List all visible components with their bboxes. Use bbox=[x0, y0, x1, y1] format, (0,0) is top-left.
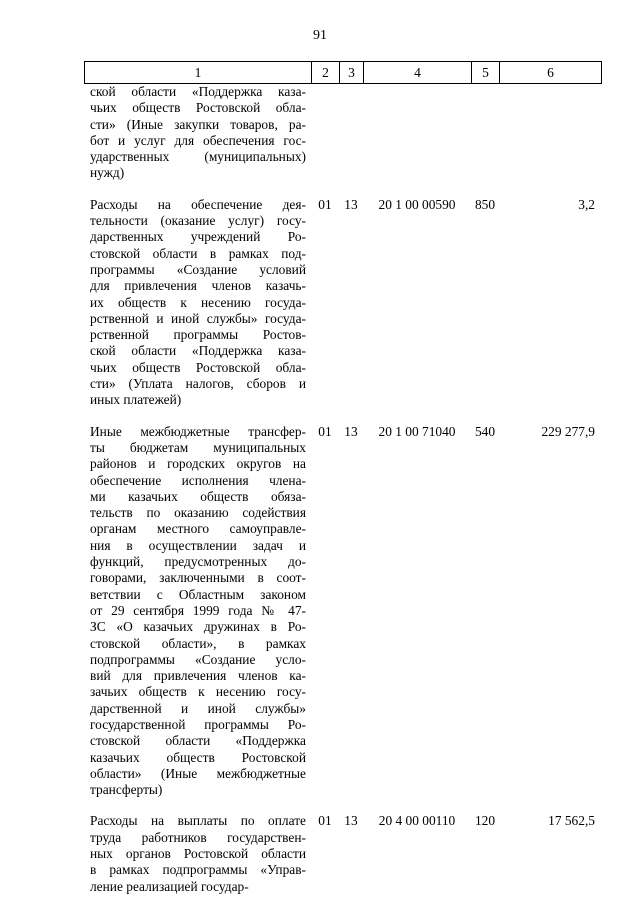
column-header-6: 6 bbox=[500, 62, 602, 84]
column-header-4: 4 bbox=[364, 62, 472, 84]
description-line: ЗС «О казачьих дружинах в Ро- bbox=[90, 619, 306, 635]
description-line: Расходы на обеспечение дея- bbox=[90, 196, 306, 212]
expense-type-code: 120 bbox=[474, 813, 496, 829]
description-line: сти» (Уплата налогов, сборов и bbox=[90, 376, 306, 392]
row-description bbox=[84, 197, 311, 409]
description-line: ударственных (муниципальных) bbox=[90, 149, 306, 165]
amount-value: 17 562,5 bbox=[548, 813, 595, 829]
description-line: Расходы на выплаты по оплате bbox=[90, 813, 306, 829]
amount-value: 229 277,9 bbox=[541, 423, 595, 439]
column-header-table bbox=[84, 61, 602, 84]
subsection-code: 13 bbox=[344, 423, 358, 439]
description-line: обеспечение исполнения члена- bbox=[90, 472, 306, 488]
description-line: зачьих обществ к несению госу- bbox=[90, 684, 306, 700]
description-line: функций, предусмотренных до- bbox=[90, 554, 306, 570]
amount-value: 3,2 bbox=[578, 196, 595, 212]
description-line: тельств по оказанию содействия bbox=[90, 505, 306, 521]
description-line: рственной и иной службы» госуда- bbox=[90, 310, 306, 326]
description-line: ской области «Поддержка каза- bbox=[90, 84, 306, 99]
section-code: 01 bbox=[318, 813, 332, 829]
description-line: подпрограммы «Создание усло- bbox=[90, 651, 306, 667]
description-line: Иные межбюджетные трансфер- bbox=[90, 423, 306, 439]
target-article-code: 20 1 00 00590 bbox=[378, 196, 456, 212]
expense-type-code: 850 bbox=[474, 196, 496, 212]
expense-type-code: 540 bbox=[474, 423, 496, 439]
description-line: ния в осуществлении задач и bbox=[90, 537, 306, 553]
description-line: чьих обществ Ростовской обла- bbox=[90, 359, 306, 375]
description-line: ление реализацией государ- bbox=[90, 878, 249, 894]
description-line: в рамках подпрограммы «Управ- bbox=[90, 862, 306, 878]
description-line: дарственных учреждений Ро- bbox=[90, 229, 306, 245]
description-line: стовской области», в рамках bbox=[90, 635, 306, 651]
description-line: ветствии с Областным законом bbox=[90, 586, 306, 602]
description-line: стовской области в рамках под- bbox=[90, 245, 306, 261]
description-line: районов и городских округов на bbox=[90, 456, 306, 472]
description-line: ных органов Ростовской области bbox=[90, 846, 306, 862]
table-row bbox=[84, 424, 601, 799]
description-line: от 29 сентября 1999 года № 47- bbox=[90, 602, 306, 618]
description-line: для привлечения членов казачь- bbox=[90, 278, 306, 294]
column-header-1: 1 bbox=[85, 62, 312, 84]
page-number: 91 bbox=[313, 28, 327, 43]
description-line: программы «Создание условий bbox=[90, 261, 306, 277]
section-code: 01 bbox=[318, 196, 332, 212]
description-line: стовской области «Поддержка bbox=[90, 733, 306, 749]
description-line: казачьих обществ Ростовской bbox=[90, 749, 306, 765]
description-line: ты бюджетам муниципальных bbox=[90, 439, 306, 455]
description-line: ской области «Поддержка каза- bbox=[90, 343, 306, 359]
table-row bbox=[84, 813, 601, 894]
description-line: области» (Иные межбюджетные bbox=[90, 765, 306, 781]
description-line: сти» (Иные закупки товаров, ра- bbox=[90, 116, 306, 132]
row-description bbox=[84, 84, 311, 182]
description-line: трансферты) bbox=[90, 782, 163, 798]
section-code: 01 bbox=[318, 423, 332, 439]
description-line: бот и услуг для обеспечения гос- bbox=[90, 132, 306, 148]
subsection-code: 13 bbox=[344, 813, 358, 829]
description-line: чьих обществ Ростовской обла- bbox=[90, 100, 306, 116]
row-description bbox=[84, 424, 311, 799]
description-line: вий для привлечения членов ка- bbox=[90, 668, 306, 684]
description-line: рственной программы Ростов- bbox=[90, 327, 306, 343]
target-article-code: 20 4 00 00110 bbox=[378, 813, 456, 829]
row-description bbox=[84, 813, 311, 894]
description-line: нужд) bbox=[90, 165, 125, 181]
description-line: труда работников государствен- bbox=[90, 829, 306, 845]
description-line: государственной программы Ро- bbox=[90, 716, 306, 732]
description-line: ми казачьих обществ обяза- bbox=[90, 488, 306, 504]
description-line: говорами, заключенными в соот- bbox=[90, 570, 306, 586]
column-header-row bbox=[85, 62, 602, 84]
column-header-2: 2 bbox=[312, 62, 340, 84]
description-line: их обществ к несению госуда- bbox=[90, 294, 306, 310]
target-article-code: 20 1 00 71040 bbox=[378, 423, 456, 439]
column-header-5: 5 bbox=[472, 62, 500, 84]
subsection-code: 13 bbox=[344, 196, 358, 212]
table-row bbox=[84, 84, 601, 182]
description-line: тельности (оказание услуг) госу- bbox=[90, 213, 306, 229]
table-row bbox=[84, 197, 601, 409]
column-header-3: 3 bbox=[340, 62, 364, 84]
description-line: иных платежей) bbox=[90, 392, 182, 408]
description-line: органам местного самоуправле- bbox=[90, 521, 306, 537]
description-line: дарственной и иной службы» bbox=[90, 700, 306, 716]
budget-table-body bbox=[84, 84, 601, 910]
